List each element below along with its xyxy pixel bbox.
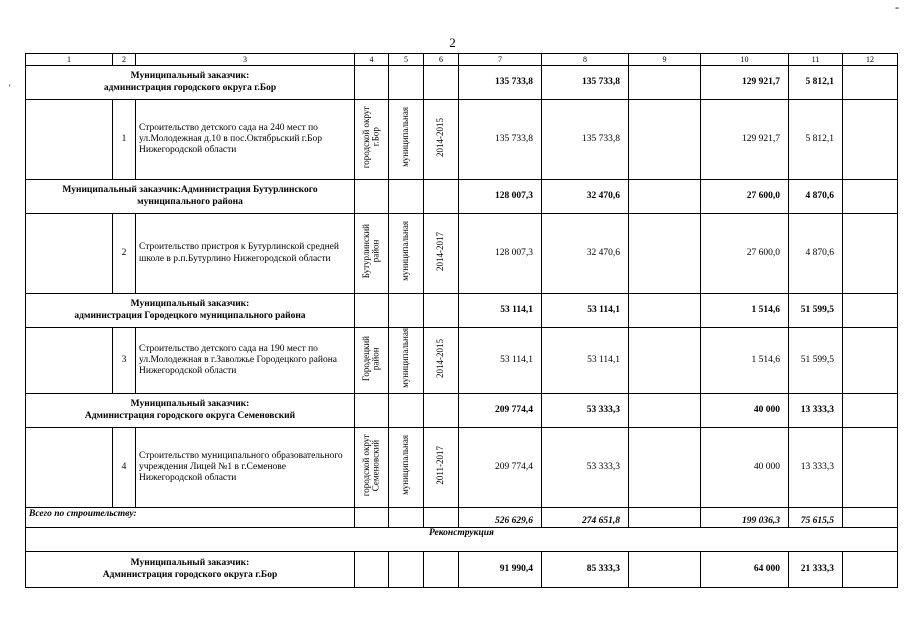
ownership-cell-text: муниципальная [400, 107, 411, 168]
ownership-cell [389, 428, 424, 508]
amount-col10: 1 514,6 [701, 328, 789, 394]
customer-row [26, 394, 898, 428]
amount-col10: 129 921,7 [701, 100, 789, 180]
amount-col8: 53 333,3 [542, 428, 629, 508]
customer-name: Муниципальный заказчик: Администрация городского округа г.Бор [26, 552, 355, 588]
amount-col8: 135 733,8 [542, 100, 629, 180]
table-cell [355, 508, 389, 528]
amount-col8: 85 333,3 [542, 552, 629, 588]
customer-row [26, 66, 898, 100]
table-cell [424, 66, 459, 100]
column-number: 9 [629, 54, 701, 66]
amount-col11: 13 333,3 [789, 394, 843, 428]
territory-cell-text: городской округ г.Бор [361, 106, 381, 169]
project-row [26, 328, 898, 394]
total-cost: 53 114,1 [459, 328, 542, 394]
table-cell [424, 180, 459, 214]
row-number: 2 [113, 214, 136, 294]
amount-col10: 27 600,0 [701, 214, 789, 294]
amount-col9 [629, 328, 701, 394]
row-number: 3 [113, 328, 136, 394]
amount-col11: 51 599,5 [789, 328, 843, 394]
page-number: 2 [449, 35, 456, 50]
table-cell [843, 428, 898, 508]
period-cell-text: 2014-2015 [435, 117, 446, 157]
column-number: 10 [701, 54, 789, 66]
total-cost: 53 114,1 [459, 294, 542, 328]
project-row [26, 100, 898, 180]
ownership-cell-text: муниципальная [400, 221, 411, 282]
amount-col10: 64 000 [701, 552, 789, 588]
column-number: 1 [26, 54, 113, 66]
territory-cell [355, 100, 389, 180]
table-cell [389, 508, 424, 528]
table-cell [843, 552, 898, 588]
table-cell [843, 508, 898, 528]
amount-col9 [629, 294, 701, 328]
customer-name: Муниципальный заказчик: администрация городского округа г.Бор [26, 66, 355, 100]
table-cell [26, 100, 113, 180]
amount-col8: 274 651,8 [542, 508, 629, 528]
table-cell [26, 214, 113, 294]
budget-table [25, 53, 898, 588]
amount-col8: 53 114,1 [542, 294, 629, 328]
amount-col9 [629, 100, 701, 180]
column-number: 4 [355, 54, 389, 66]
total-cost: 128 007,3 [459, 180, 542, 214]
table-cell [355, 552, 389, 588]
project-description: Строительство детского сада на 240 мест по ул.Молодежная д.10 в пос.Октябрьский г.Бор Нижегородской области [136, 100, 355, 180]
total-cost: 128 007,3 [459, 214, 542, 294]
table-cell [26, 328, 113, 394]
column-number: 2 [113, 54, 136, 66]
table-cell [424, 294, 459, 328]
amount-col11: 4 870,6 [789, 180, 843, 214]
table-cell [389, 394, 424, 428]
amount-col11: 4 870,6 [789, 214, 843, 294]
table-cell [389, 180, 424, 214]
amount-col8: 32 470,6 [542, 180, 629, 214]
amount-col11: 5 812,1 [789, 100, 843, 180]
amount-col9 [629, 214, 701, 294]
amount-col10: 27 600,0 [701, 180, 789, 214]
amount-col11: 75 615,5 [789, 508, 843, 528]
column-number: 8 [542, 54, 629, 66]
amount-col8: 53 333,3 [542, 394, 629, 428]
column-number-row [26, 54, 898, 66]
total-row [26, 508, 898, 528]
total-cost: 209 774,4 [459, 428, 542, 508]
ownership-cell [389, 328, 424, 394]
column-number: 3 [136, 54, 355, 66]
amount-col10: 199 036,3 [701, 508, 789, 528]
amount-col11: 51 599,5 [789, 294, 843, 328]
table-cell [424, 394, 459, 428]
table-cell [843, 66, 898, 100]
table-cell [389, 294, 424, 328]
amount-col11: 21 333,3 [789, 552, 843, 588]
total-cost: 526 629,6 [459, 508, 542, 528]
amount-col10: 1 514,6 [701, 294, 789, 328]
period-cell [424, 214, 459, 294]
customer-name: Муниципальный заказчик:Администрация Бутурлинского муниципального района [26, 180, 355, 214]
customer-name: Муниципальный заказчик: администрация Городецкого муниципального района [26, 294, 355, 328]
table-cell [843, 180, 898, 214]
amount-col9 [629, 394, 701, 428]
table-cell [843, 394, 898, 428]
amount-col9 [629, 508, 701, 528]
amount-col8: 135 733,8 [542, 66, 629, 100]
amount-col9 [629, 180, 701, 214]
project-row [26, 214, 898, 294]
territory-cell [355, 214, 389, 294]
amount-col11: 5 812,1 [789, 66, 843, 100]
customer-name: Муниципальный заказчик: Администрация городского округа Семеновский [26, 394, 355, 428]
period-cell [424, 328, 459, 394]
territory-cell-text: Бутурлинский район [361, 224, 381, 279]
table-cell [843, 294, 898, 328]
customer-row [26, 180, 898, 214]
margin-mark: ' [9, 83, 11, 93]
ownership-cell [389, 100, 424, 180]
table-cell [355, 294, 389, 328]
period-cell-text: 2014-2017 [435, 231, 446, 271]
territory-cell-text: Городецкий район [361, 335, 381, 381]
total-label: Всего по строительству: [26, 508, 355, 528]
ownership-cell-text: муниципальная [400, 435, 411, 496]
amount-col10: 129 921,7 [701, 66, 789, 100]
total-cost: 91 990,4 [459, 552, 542, 588]
period-cell [424, 100, 459, 180]
table-cell [389, 552, 424, 588]
table-cell [843, 328, 898, 394]
table-body [26, 54, 898, 588]
total-cost: 209 774,4 [459, 394, 542, 428]
amount-col8: 32 470,6 [542, 214, 629, 294]
section-title: Реконструкция [26, 528, 898, 552]
column-number: 7 [459, 54, 542, 66]
table-cell [355, 394, 389, 428]
table-cell [843, 100, 898, 180]
table-cell [355, 180, 389, 214]
column-number: 11 [789, 54, 843, 66]
amount-col9 [629, 552, 701, 588]
table-cell [26, 428, 113, 508]
project-description: Строительство пристроя к Бутурлинской средней школе в р.п.Бутурлино Нижегородской области [136, 214, 355, 294]
project-description: Строительство детского сада на 190 мест по ул.Молодежная в г.Заволжье Городецкого района Нижегородской области [136, 328, 355, 394]
total-cost: 135 733,8 [459, 100, 542, 180]
table-cell [355, 66, 389, 100]
table-cell [389, 66, 424, 100]
amount-col9 [629, 66, 701, 100]
territory-cell [355, 328, 389, 394]
column-number: 5 [389, 54, 424, 66]
row-number: 1 [113, 100, 136, 180]
amount-col10: 40 000 [701, 428, 789, 508]
table-cell [843, 214, 898, 294]
column-number: 12 [843, 54, 898, 66]
customer-row [26, 294, 898, 328]
column-number: 6 [424, 54, 459, 66]
territory-cell [355, 428, 389, 508]
period-cell-text: 2011-2017 [435, 446, 446, 485]
ownership-cell-text: муниципальная [400, 328, 411, 389]
period-cell-text: 2014-2015 [435, 338, 446, 378]
table-cell [424, 508, 459, 528]
row-number: 4 [113, 428, 136, 508]
customer-row [26, 552, 898, 588]
project-row [26, 428, 898, 508]
territory-cell-text: городской округ Семеновский [361, 434, 381, 497]
amount-col11: 13 333,3 [789, 428, 843, 508]
table-cell [424, 552, 459, 588]
section-row [26, 528, 898, 552]
amount-col9 [629, 428, 701, 508]
total-cost: 135 733,8 [459, 66, 542, 100]
period-cell [424, 428, 459, 508]
ownership-cell [389, 214, 424, 294]
amount-col10: 40 000 [701, 394, 789, 428]
amount-col8: 53 114,1 [542, 328, 629, 394]
corner-mark: - [895, 0, 899, 14]
project-description: Строительство муниципального образовательного учреждения Лицей №1 в г.Семенове Нижегородской области [136, 428, 355, 508]
